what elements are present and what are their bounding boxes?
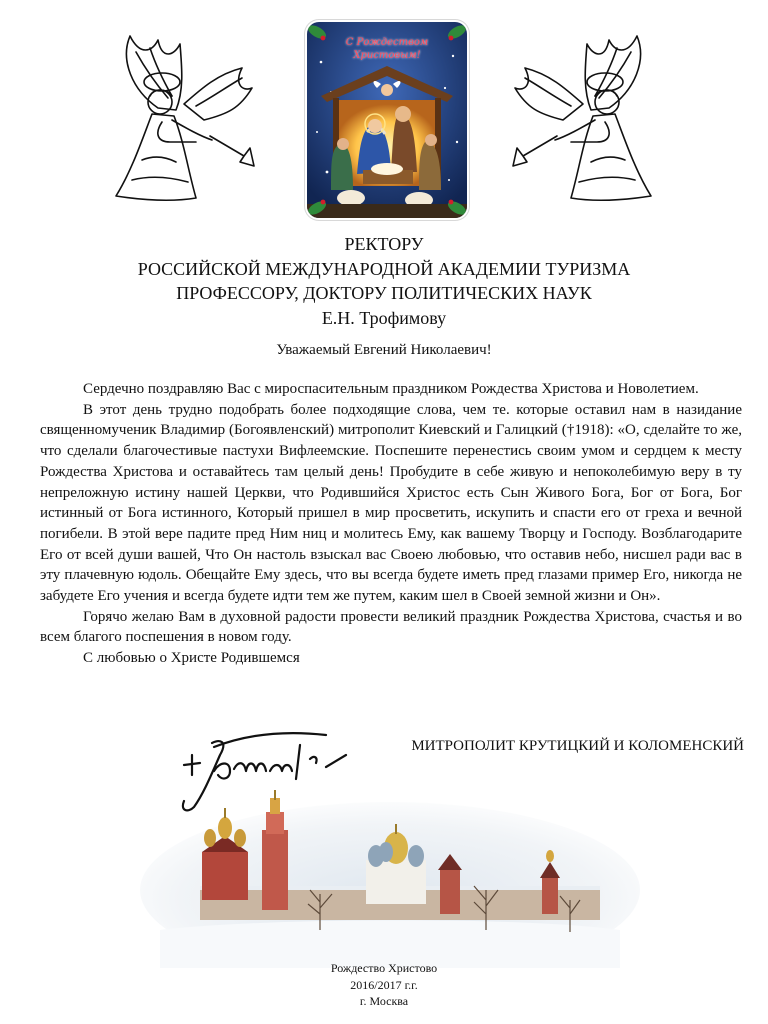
card-greeting-text	[307, 36, 467, 62]
card-greeting-line1: С Рождеством	[345, 37, 429, 48]
footer-dateline	[0, 960, 768, 1010]
addressee-heading	[0, 232, 768, 330]
heading-line-professor: ПРОФЕССОРУ, ДОКТОРУ ПОЛИТИЧЕСКИХ НАУК	[176, 283, 592, 303]
letter-paragraph: В этот день трудно подобрать более подходящие слова, чем те. которые оставил нам в назидание священномученик Владимир (Богоявленский) митрополит Киевский и Галицкий (†1918): «О, сделайте то же, что сделали благочестивые пастухи Вифлеемские. Поспешите перенестись своим умом и сердцем к месту Рождества Христова и оставайтесь там целый день! Пробудите в себе живую и непоколебимую веру в ту непреложную истину нашей Церкви, что Родившийся Христос есть Сын Живого Бога, Бог от Бога, Бог истинный от Бога истинного, Который пришел в мир просветить, искупить и спасти его от греха и вечной погибели. В этой вере падите пред Ним ниц и молитесь Ему, как вашему Творцу и Господу. Возблагодарите Его от всей души вашей, Что Он настоль взыскал вас Своею любовью, что оставив небо, нисшел ради вас в эту плачевную юдоль. Обещайте Ему здесь, что вы всегда будете иметь пред глазами пример Его, никогда не забудете Его учения и всегда будете идти тем же путем, каким шел в Своей земной жизни и Он».	[40, 401, 742, 605]
footer-year: 2016/2017 г.г.	[350, 977, 418, 992]
letter-body	[40, 379, 742, 669]
angel-trumpet-right-illustration	[505, 30, 675, 210]
footer-city: г. Москва	[359, 994, 409, 1008]
letter-paragraph: Горячо желаю Вам в духовной радости провести великий праздник Рождества Христова, счастья и во всем благого поспешения в новом году.	[40, 608, 742, 646]
heading-line-name: Е.Н. Трофимову	[321, 307, 447, 328]
salutation: Уважаемый Евгений Николаевич!	[276, 342, 492, 358]
heading-line-academy: РОССИЙСКОЙ МЕЖДУНАРОДНОЙ АКАДЕМИИ ТУРИЗМА	[137, 258, 631, 279]
footer-feast: Рождество Христово	[330, 961, 438, 975]
heading-line-rector: РЕКТОРУ	[344, 234, 424, 254]
monastery-winter-illustration	[140, 790, 640, 968]
card-greeting-line2: Христовым!	[353, 50, 421, 61]
nativity-card-image	[307, 22, 467, 218]
letter-paragraph: Сердечно поздравляю Вас с мироспасительным праздником Рождества Христова и Новолетием.	[83, 381, 699, 397]
letter-closing: С любовью о Христе Родившемся	[83, 650, 300, 667]
angel-trumpet-left-illustration	[92, 30, 262, 210]
signatory-title: МИТРОПОЛИТ КРУТИЦКИЙ И КОЛОМЕНСКИЙ	[411, 738, 744, 754]
